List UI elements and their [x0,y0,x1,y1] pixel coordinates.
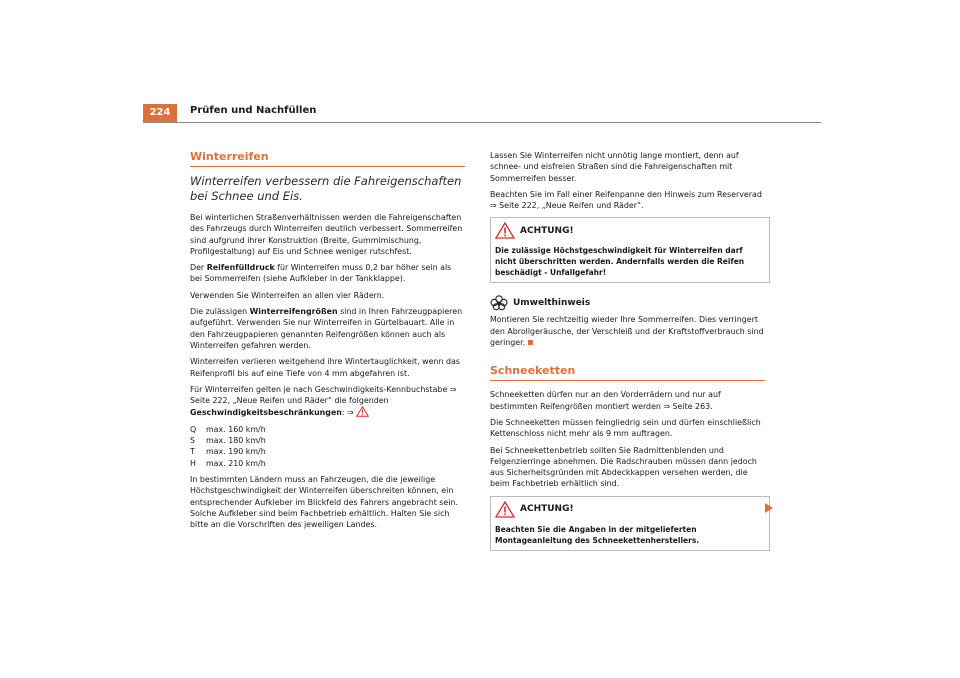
text: Montieren Sie rechtzeitig wieder Ihre Sommerreifen. Dies verringert den Abrollgeräusche, der Verschleiß und der Kraftstoffverbrauch sind geringer. [490,315,764,348]
warning-triangle-icon [356,406,369,417]
right-column [490,150,765,563]
paragraph-2 [190,262,465,285]
end-marker-icon [528,340,533,345]
caution-box-2 [490,496,770,551]
speed-code: T [190,447,195,457]
environment-note-title: Umwelthinweis [513,298,591,309]
text: : ⇒ [341,408,354,418]
caution-box-1 [490,217,770,283]
paragraph-7: In bestimmten Ländern muss an Fahrzeugen, die die jeweilige Höchstgeschwindigkeit der Winterreifen überschreiten können, ein entsprechender Aufkleber im Blickfeld des Fahrers angebracht sein. Solche Aufkleber sind beim Fachbetrieb erhältlich. Halten Sie sich bitte an die Vorschriften des jeweiligen Landes. [190,474,458,530]
speed-value: max. 210 km/h [206,458,266,468]
paragraph-4 [190,306,465,351]
speed-value: max. 190 km/h [206,447,266,457]
text: Die zulässigen [190,307,250,317]
header-divider [143,122,821,123]
warning-triangle-icon [495,501,515,518]
list-item [190,446,465,457]
environment-note-header [490,295,765,311]
text: Für Winterreifen gelten je nach Geschwindigkeits-Kennbuchstabe ⇒ Seite 222, „Neue Reifen und Räder“ die folgenden [190,384,457,406]
left-column [190,150,465,535]
paragraph-s2-3: Bei Schneekettenbetrieb sollten Sie Radmittenblenden und Felgenzierringe abnehmen. Die Radschrauben müssen dann jedoch aus Sicherheitsgründen mit Abdeckkappen versehen werden, die beim Fachbetrieb erhältlich sind. [490,445,757,489]
bold-term: Reifenfülldruck [206,263,275,273]
section-subtitle: Winterreifen verbessern die Fahreigenschaften bei Schnee und Eis. [190,174,462,203]
caution-title: ACHTUNG! [520,504,574,515]
caution-text: Die zulässige Höchstgeschwindigkeit für Winterreifen darf nicht überschritten werden. Andernfalls werden die Reifen beschädigt - Unfallgefahr! [495,246,745,278]
paragraph-1: Bei winterlichen Straßenverhältnissen werden die Fahreigenschaften des Fahrzeugs durch Winterreifen deutlich verbessert. Sommerreifen sind aufgrund ihrer Konstruktion (Breite, Gummimischung, Profilgestaltung) auf Eis und Schnee weniger rutschfest. [190,213,463,256]
warning-triangle-icon [495,222,515,239]
caution-header [495,501,765,518]
bold-term: Winterreifengrößen [249,307,338,317]
paragraph-s2-1: Schneeketten dürfen nur an den Vorderrädern und nur auf bestimmten Reifengrößen montiert werden ⇒ Seite 263. [490,390,721,411]
text: sind in Ihren Fahrzeugpapieren aufgeführt. Verwenden Sie nur Winterreifen in Gürtelbauart. Alle in den Fahrzeugpapieren genannten Reifengrößen können auch als Winterreifen gefahren werden. [190,307,463,350]
caution-text: Beachten Sie die Angaben in der mitgelieferten Montageanleitung des Schneekettenherstellers. [495,524,700,545]
caution-header [495,222,765,239]
paragraph-6 [190,384,465,419]
speed-code: Q [190,424,197,434]
flower-environment-icon [490,295,508,311]
section-title-schneeketten: Schneeketten [490,364,765,381]
caution-title: ACHTUNG! [520,225,574,236]
paragraph-5: Winterreifen verlieren weitgehend ihre Wintertauglichkeit, wenn das Reifenprofil bis auf eine Tiefe von 4 mm abgefahren ist. [190,357,460,378]
list-item [190,458,465,469]
speed-list [190,424,465,469]
section-title-winterreifen: Winterreifen [190,150,465,167]
list-item [190,424,465,435]
paragraph-s2-2: Die Schneeketten müssen feingliedrig sein und dürfen einschließlich Kettenschloss nicht mehr als 9 mm auftragen. [490,417,761,439]
running-header: Prüfen und Nachfüllen [190,105,317,116]
paragraph-r1: Lassen Sie Winterreifen nicht unnötig lange montiert, denn auf schnee- und eisfreien Straßen sind die Fahreigenschaften mit Sommerreifen besser. [490,151,739,183]
paragraph-r2: Beachten Sie im Fall einer Reifenpanne den Hinweis zum Reserverad ⇒ Seite 222, „Neue Reifen und Räder“. [490,189,762,211]
continue-arrow-icon [764,502,774,514]
bold-term: Geschwindigkeitsbeschränkungen [190,408,342,418]
text: für Winterreifen muss 0,2 bar höher sein als bei Sommerreifen (siehe Aufkleber in der Tankklappe). [190,263,452,284]
text: Der [190,263,207,273]
speed-value: max. 180 km/h [206,436,266,446]
environment-note-text [490,314,765,348]
list-item [190,435,465,446]
speed-code: S [190,436,196,446]
speed-value: max. 160 km/h [206,424,266,434]
page-number: 224 [143,104,177,122]
paragraph-3: Verwenden Sie Winterreifen an allen vier Rädern. [190,290,385,300]
speed-code: H [190,458,196,468]
